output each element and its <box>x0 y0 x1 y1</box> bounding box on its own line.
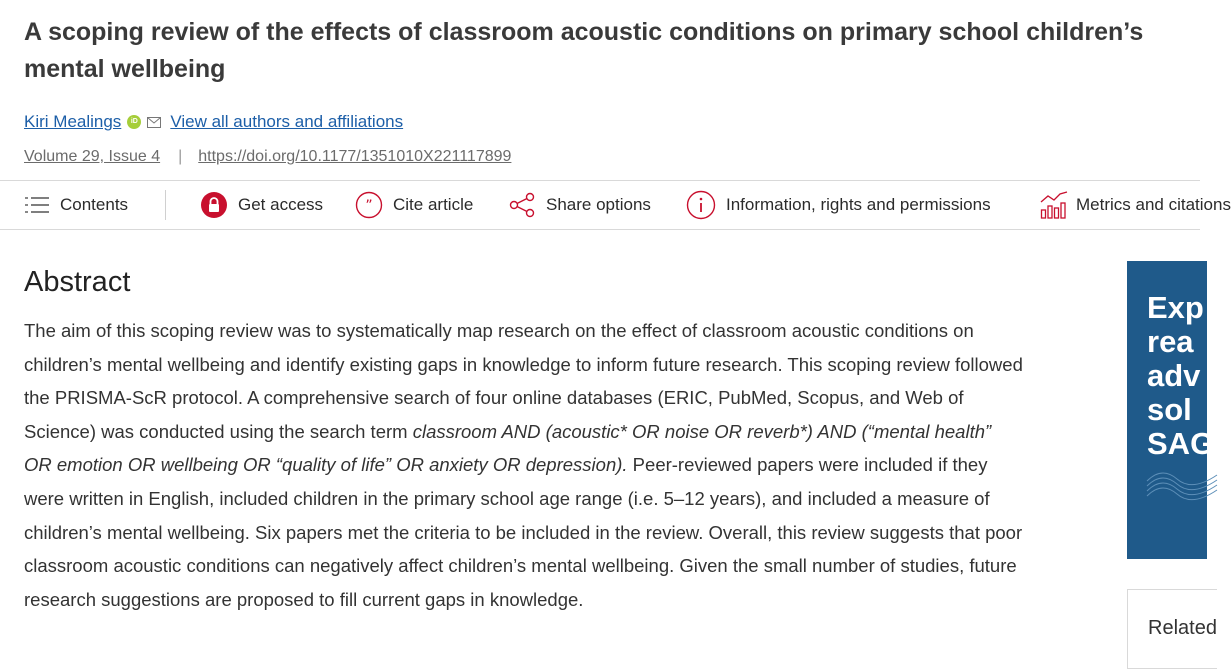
related-label: Related <box>1148 617 1217 639</box>
contents-label: Contents <box>60 195 129 214</box>
advert-wave-graphic <box>1147 461 1217 501</box>
article-title: A scoping review of the effects of classroom acoustic conditions on primary school children’s mental wellbeing <box>24 18 1144 83</box>
share-options-label: Share options <box>546 195 651 214</box>
get-access-label: Get access <box>238 195 324 214</box>
svg-text:”: ” <box>365 198 373 214</box>
author-line <box>24 110 403 134</box>
get-access-button[interactable] <box>200 181 323 229</box>
metrics-label: Metrics and citations <box>1076 195 1231 214</box>
abstract-text-part-2: Peer-reviewed papers were included if they were written in English, included children in the primary school age range (i.e. 5–12 years), and included a measure of children’s mental wellbeing. Six papers met the criteria to be included in the review. Overall, this review suggests that poor classroom acoustic conditions can negatively affect children’s mental wellbeing. Given the small number of studies, future research suggestions are proposed to fill current gaps in knowledge. <box>24 454 1023 610</box>
info-icon <box>686 190 716 220</box>
abstract-search-term: classroom AND (acoustic* OR noise OR reverb*) AND (“mental health” OR emotion OR wellbeing OR “quality of life” OR anxiety OR depression). <box>24 420 992 476</box>
metrics-button[interactable] <box>1040 181 1231 229</box>
advert-text: Exp rea adv sol SAG <box>1147 290 1215 461</box>
quote-icon <box>355 191 383 219</box>
article-toolbar <box>0 180 1231 230</box>
volume-issue-link[interactable]: Volume 29, Issue 4 <box>24 148 161 165</box>
doi-link[interactable]: https://doi.org/10.1177/1351010X221117899 <box>198 148 512 165</box>
share-options-button[interactable] <box>509 181 651 229</box>
list-icon <box>24 195 50 215</box>
share-icon <box>509 192 536 218</box>
abstract-heading: Abstract <box>24 266 131 298</box>
information-button[interactable] <box>686 181 991 229</box>
view-all-authors-link[interactable]: View all authors and affiliations <box>170 112 404 131</box>
abstract-text <box>24 314 1024 616</box>
cite-article-button[interactable] <box>355 181 473 229</box>
contents-button[interactable] <box>24 181 128 229</box>
abstract-text-part-1: The aim of this scoping review was to systematically map research on the effect of classroom acoustic conditions on children’s mental wellbeing and identify existing gaps in knowledge to inform future research. This scoping review followed the PRISMA-ScR protocol. A comprehensive search of four online databases (ERIC, PubMed, Scopus, and Web of Science) was conducted using the search term <box>24 320 1023 442</box>
author-link[interactable]: Kiri Mealings <box>24 112 122 131</box>
bar-chart-icon <box>1040 190 1068 220</box>
orcid-icon[interactable]: iD <box>127 115 141 129</box>
information-label: Information, rights and permissions <box>726 195 991 214</box>
meta-separator: | <box>178 148 183 165</box>
issue-meta <box>24 146 511 168</box>
lock-icon <box>200 191 228 219</box>
toolbar-divider <box>165 190 166 220</box>
envelope-icon[interactable] <box>147 117 161 128</box>
sidebar-advert[interactable] <box>1127 261 1215 559</box>
related-panel[interactable] <box>1127 589 1217 669</box>
cite-article-label: Cite article <box>393 195 474 214</box>
